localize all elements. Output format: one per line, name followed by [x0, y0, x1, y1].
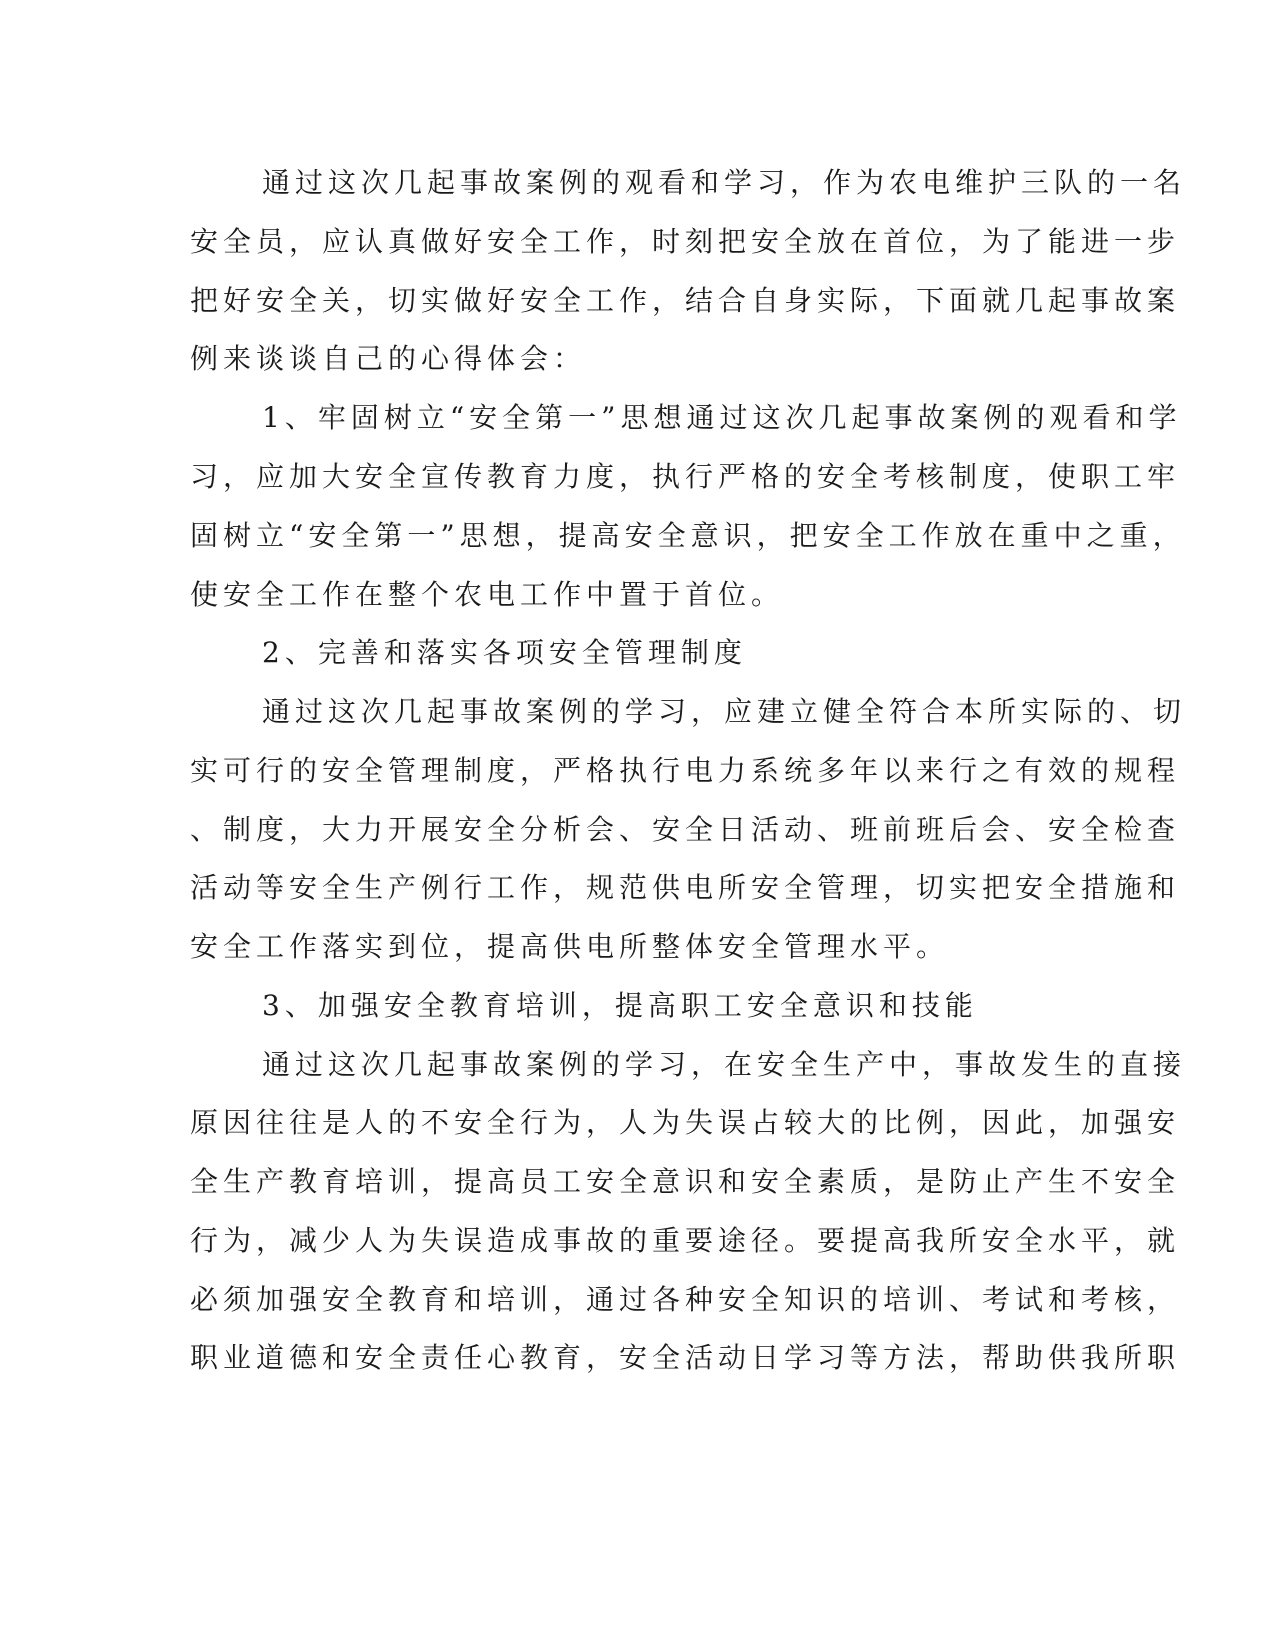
section-3-line-2: 原因往往是人的不安全行为，人为失误占较大的比例，因此，加强安 — [190, 1106, 1181, 1139]
section-3-line-5: 必须加强安全教育和培训，通过各种安全知识的培训、考试和考核， — [190, 1283, 1181, 1316]
section-1-line-1: 1、牢固树立“安全第一”思想通过这次几起事故案例的观看和学 — [262, 401, 1182, 434]
section-2-line-2: 实可行的安全管理制度，严格执行电力系统多年以来行之有效的规程 — [190, 754, 1181, 787]
section-3-heading: 3、加强安全教育培训，提高职工安全意识和技能 — [262, 989, 978, 1022]
section-1-line-4: 使安全工作在整个农电工作中置于首位。 — [190, 578, 785, 611]
section-3-line-1: 通过这次几起事故案例的学习，在安全生产中，事故发生的直接 — [262, 1048, 1187, 1081]
paragraph-1-line-2: 安全员，应认真做好安全工作，时刻把安全放在首位，为了能进一步 — [190, 225, 1181, 258]
section-3-line-3: 全生产教育培训，提高员工安全意识和安全素质，是防止产生不安全 — [190, 1165, 1181, 1198]
paragraph-1-line-4: 例来谈谈自己的心得体会： — [190, 342, 587, 375]
section-2-line-4: 活动等安全生产例行工作，规范供电所安全管理，切实把安全措施和 — [190, 871, 1181, 904]
paragraph-1-line-1: 通过这次几起事故案例的观看和学习，作为农电维护三队的一名 — [262, 166, 1187, 199]
section-3-line-4: 行为，减少人为失误造成事故的重要途径。要提高我所安全水平，就 — [190, 1224, 1181, 1257]
section-2-line-1: 通过这次几起事故案例的学习，应建立健全符合本所实际的、切 — [262, 695, 1187, 728]
section-1-line-3: 固树立“安全第一”思想，提高安全意识，把安全工作放在重中之重， — [190, 519, 1186, 552]
section-1-line-2: 习，应加大安全宣传教育力度，执行严格的安全考核制度，使职工牢 — [190, 460, 1181, 493]
section-3-line-6: 职业道德和安全责任心教育，安全活动日学习等方法，帮助供我所职 — [190, 1341, 1181, 1374]
section-2-line-5: 安全工作落实到位，提高供电所整体安全管理水平。 — [190, 930, 950, 963]
paragraph-1-line-3: 把好安全关，切实做好安全工作，结合自身实际，下面就几起事故案 — [190, 284, 1181, 317]
section-2-line-3: 、制度，大力开展安全分析会、安全日活动、班前班后会、安全检查 — [190, 813, 1181, 846]
section-2-heading: 2、完善和落实各项安全管理制度 — [262, 636, 747, 669]
